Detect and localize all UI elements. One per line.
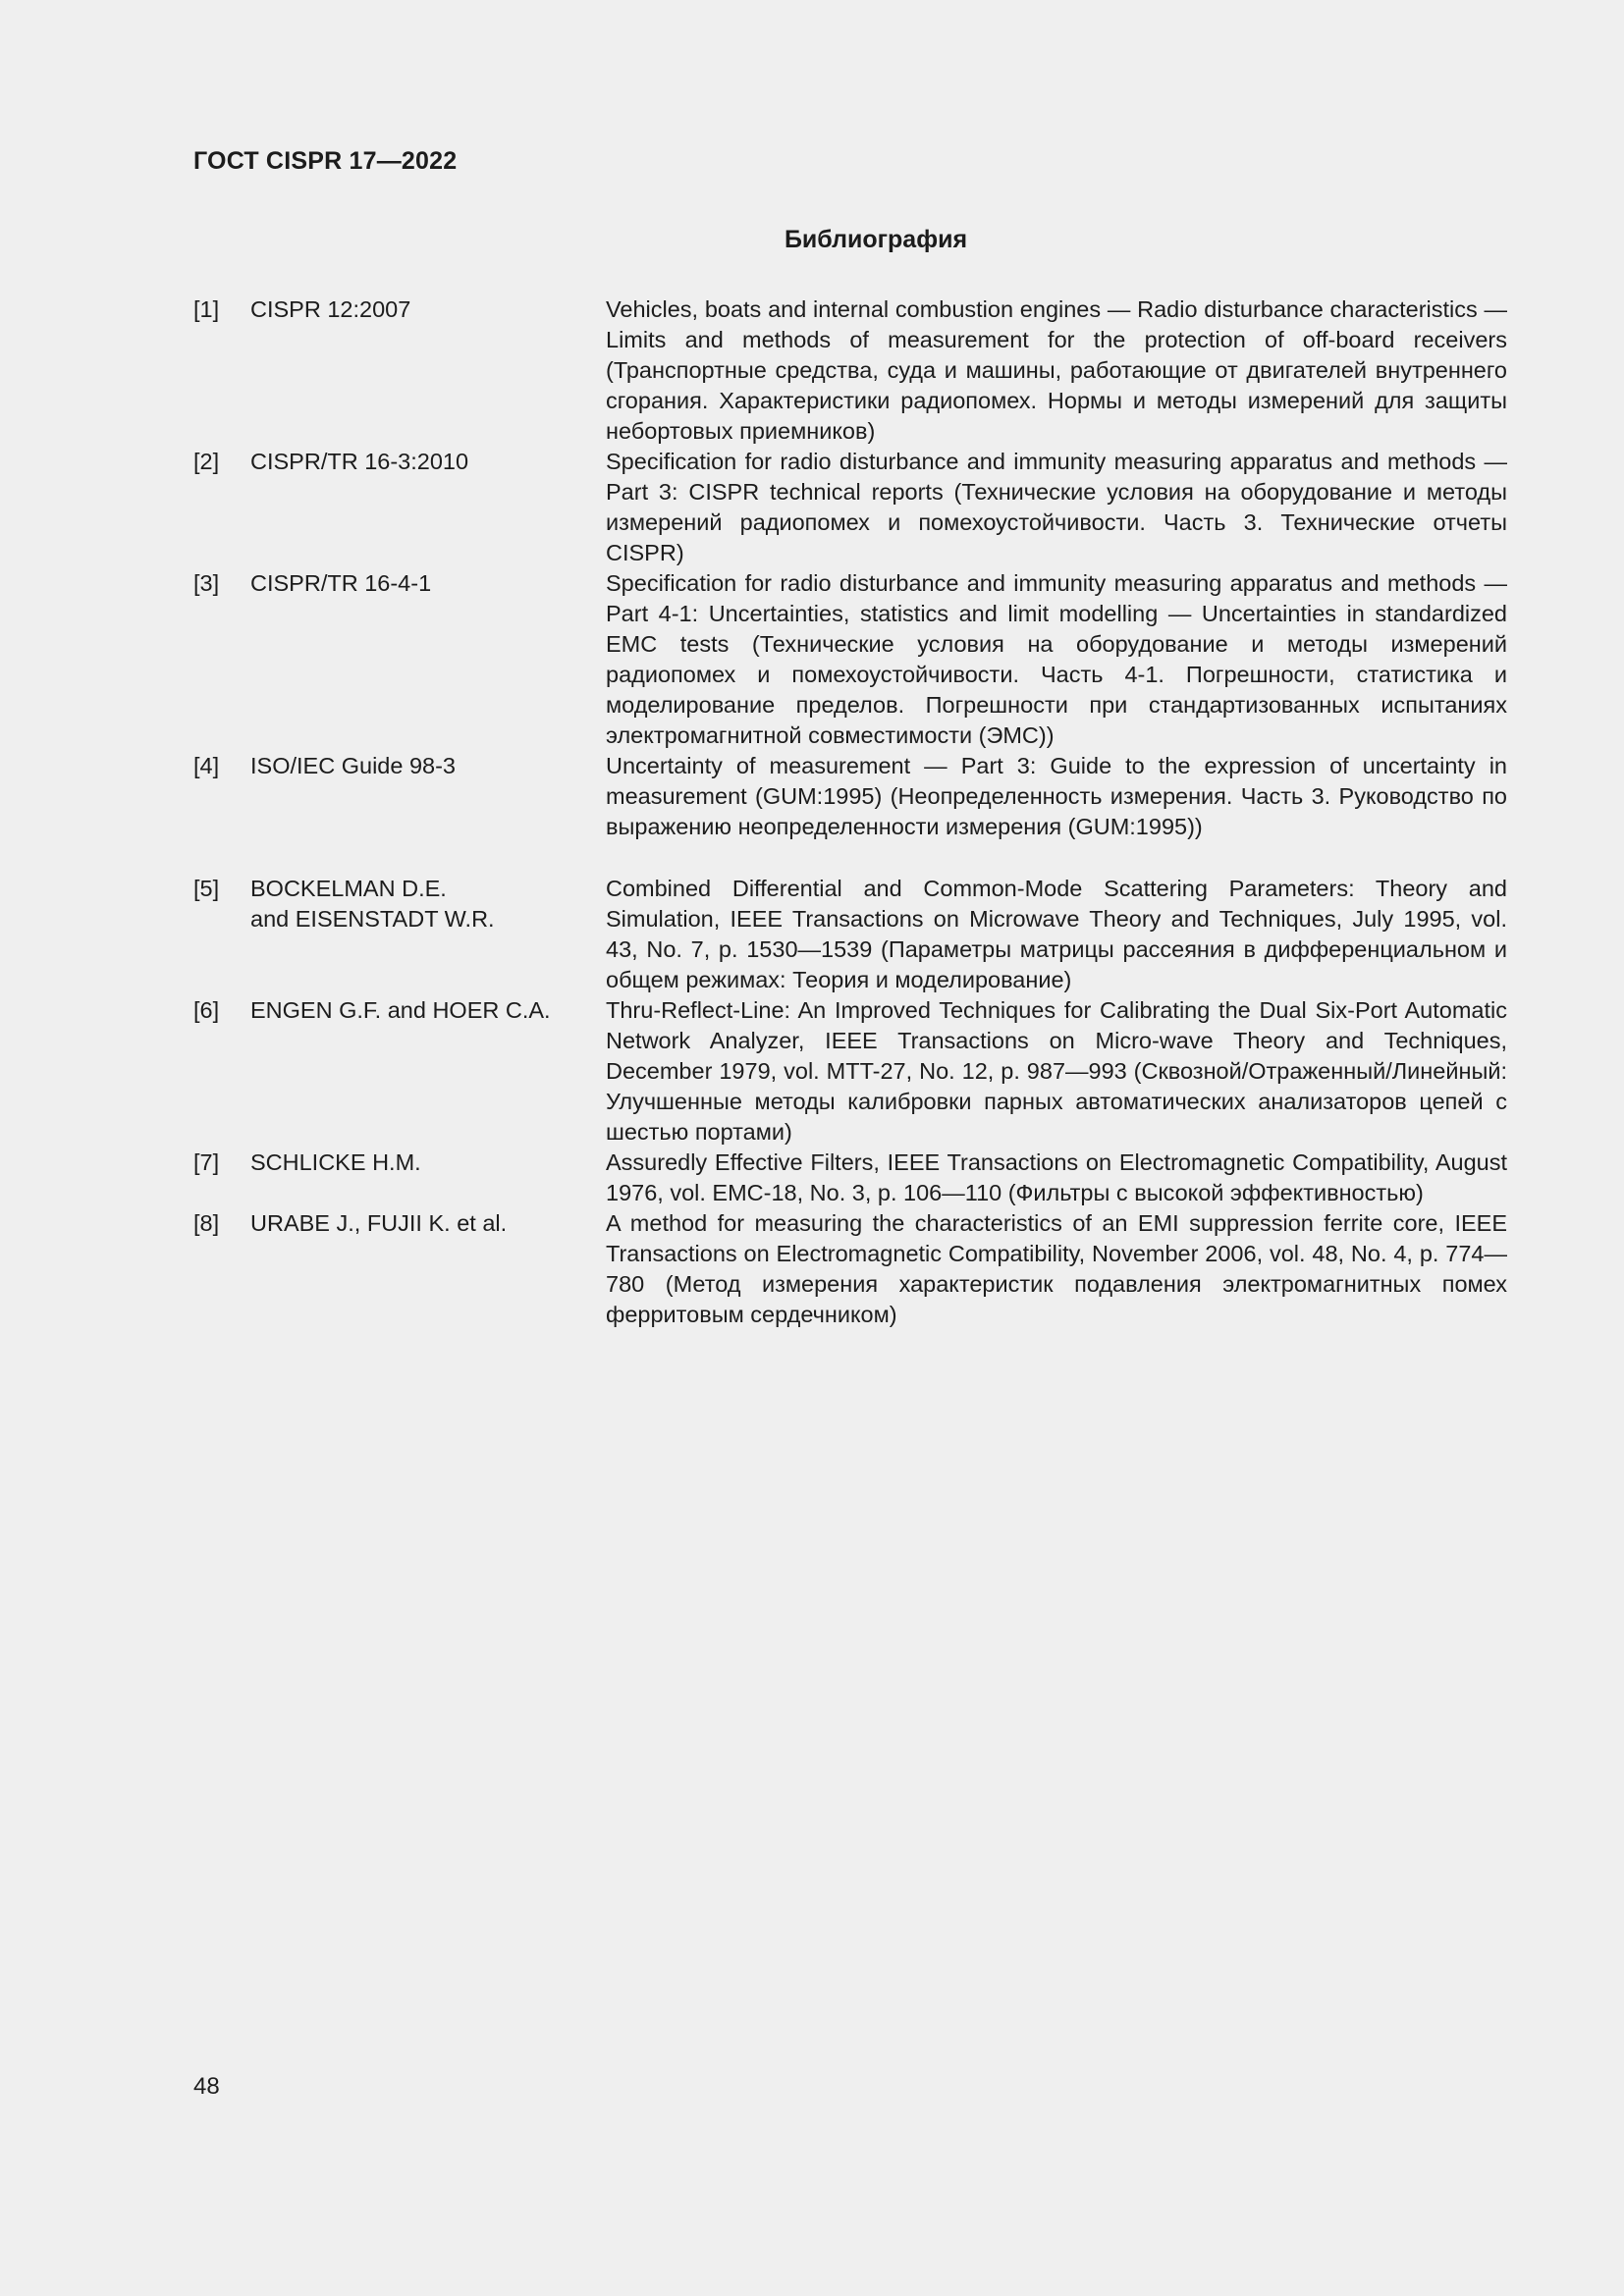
bib-entry-4 xyxy=(193,751,1507,842)
bib-code xyxy=(250,995,594,1026)
bib-entry-8 xyxy=(193,1208,1507,1330)
bib-entry-1 xyxy=(193,294,1507,447)
bib-description: A method for measuring the characteristics of an EMI suppression ferrite core, IEEE Transactions on Electromagnetic Compatibility, November 2006, vol. 48, No. 4, p. 774—780 (Метод измерения характеристик подавления электромагнитных помех ферритовым сердечником) xyxy=(606,1210,1507,1327)
bib-description: Vehicles, boats and internal combustion engines — Radio disturbance characteristics — Limits and methods of measurement for the protection of off-board receivers (Транспортные средства, суда и машины, работающие от двигателей внутреннего сгорания. Характеристики радиопомех. Нормы и методы измерений для защиты небортовых приемников) xyxy=(606,296,1507,444)
bib-code xyxy=(250,751,594,781)
bib-code-line: ENGEN G.F. and HOER C.A. xyxy=(250,997,551,1023)
bib-number: [1] xyxy=(193,296,220,322)
bib-code-line: BOCKELMAN D.E. xyxy=(250,876,447,901)
bib-code-line: URABE J., FUJII K. et al. xyxy=(250,1210,508,1236)
section-title: Библиография xyxy=(784,226,968,253)
bib-code-line: CISPR/TR 16-4-1 xyxy=(250,570,432,596)
bib-number: [8] xyxy=(193,1210,220,1236)
bib-entry-6 xyxy=(193,995,1507,1148)
bib-number: [3] xyxy=(193,570,220,596)
bib-description: Specification for radio disturbance and immunity measuring apparatus and methods — Part 4-1: Uncertainties, statistics and limit modelling — Uncertainties in standardized EMC tests (Технические условия на оборудование и методы измерений радиопомех и помехоустойчивости. Часть 4-1. Погрешности, статистика и моделирование пределов. Погрешности при стандартизованных испытаниях электромагнитной совместимости (ЭМС)) xyxy=(606,570,1507,748)
bib-code xyxy=(250,447,594,477)
bib-description: Thru-Reflect-Line: An Improved Techniques for Calibrating the Dual Six-Port Automatic Network Analyzer, IEEE Transactions on Micro-wave Theory and Techniques, December 1979, vol. MTT-27, No. 12, p. 987—993 (Сквозной/Отраженный/Линейный: Улучшенные методы калибровки парных автоматических анализаторов цепей с шестью портами) xyxy=(606,997,1507,1145)
bib-code xyxy=(250,1148,594,1178)
bib-code-line: ISO/IEC Guide 98-3 xyxy=(250,753,456,778)
bib-number: [7] xyxy=(193,1149,220,1175)
bib-description: Combined Differential and Common-Mode Scattering Parameters: Theory and Simulation, IEEE Transactions on Microwave Theory and Techniques, July 1995, vol. 43, No. 7, p. 1530—1539 (Параметры матрицы рассеяния в дифференциальном и общем режимах: Теория и моделирование) xyxy=(606,876,1507,992)
bib-number: [6] xyxy=(193,997,220,1023)
bib-description: Specification for radio disturbance and immunity measuring apparatus and methods — Part 3: CISPR technical reports (Технические условия на оборудование и методы измерений радиопомех и помехоустойчивости. Часть 3. Технические отчеты CISPR) xyxy=(606,449,1507,565)
bib-code-line: CISPR/TR 16-3:2010 xyxy=(250,449,469,474)
bib-number: [4] xyxy=(193,753,220,778)
bib-entry-7 xyxy=(193,1148,1507,1208)
bib-description: Assuredly Effective Filters, IEEE Transactions on Electromagnetic Compatibility, August 1976, vol. EMC-18, No. 3, p. 106—110 (Фильтры с высокой эффективностью) xyxy=(606,1149,1507,1205)
bib-entry-2 xyxy=(193,447,1507,568)
document-header: ГОСТ CISPR 17—2022 xyxy=(193,147,458,175)
bibliography-list xyxy=(193,294,1507,1330)
bib-code-line: CISPR 12:2007 xyxy=(250,296,411,322)
bib-code xyxy=(250,568,594,599)
page-number: 48 xyxy=(193,2073,220,2100)
bib-code xyxy=(250,874,594,934)
bib-description: Uncertainty of measurement — Part 3: Guide to the expression of uncertainty in measurement (GUM:1995) (Неопределенность измерения. Часть 3. Руководство по выражению неопределенности измерения (GUM:1995)) xyxy=(606,753,1507,839)
bib-code xyxy=(250,1208,594,1239)
bib-entry-5 xyxy=(193,874,1507,995)
bib-entry-3 xyxy=(193,568,1507,751)
bib-code xyxy=(250,294,594,325)
bib-code-line: SCHLICKE H.M. xyxy=(250,1149,421,1175)
bib-number: [2] xyxy=(193,449,220,474)
bib-number: [5] xyxy=(193,876,220,901)
bib-code-line: and EISENSTADT W.R. xyxy=(250,906,495,932)
